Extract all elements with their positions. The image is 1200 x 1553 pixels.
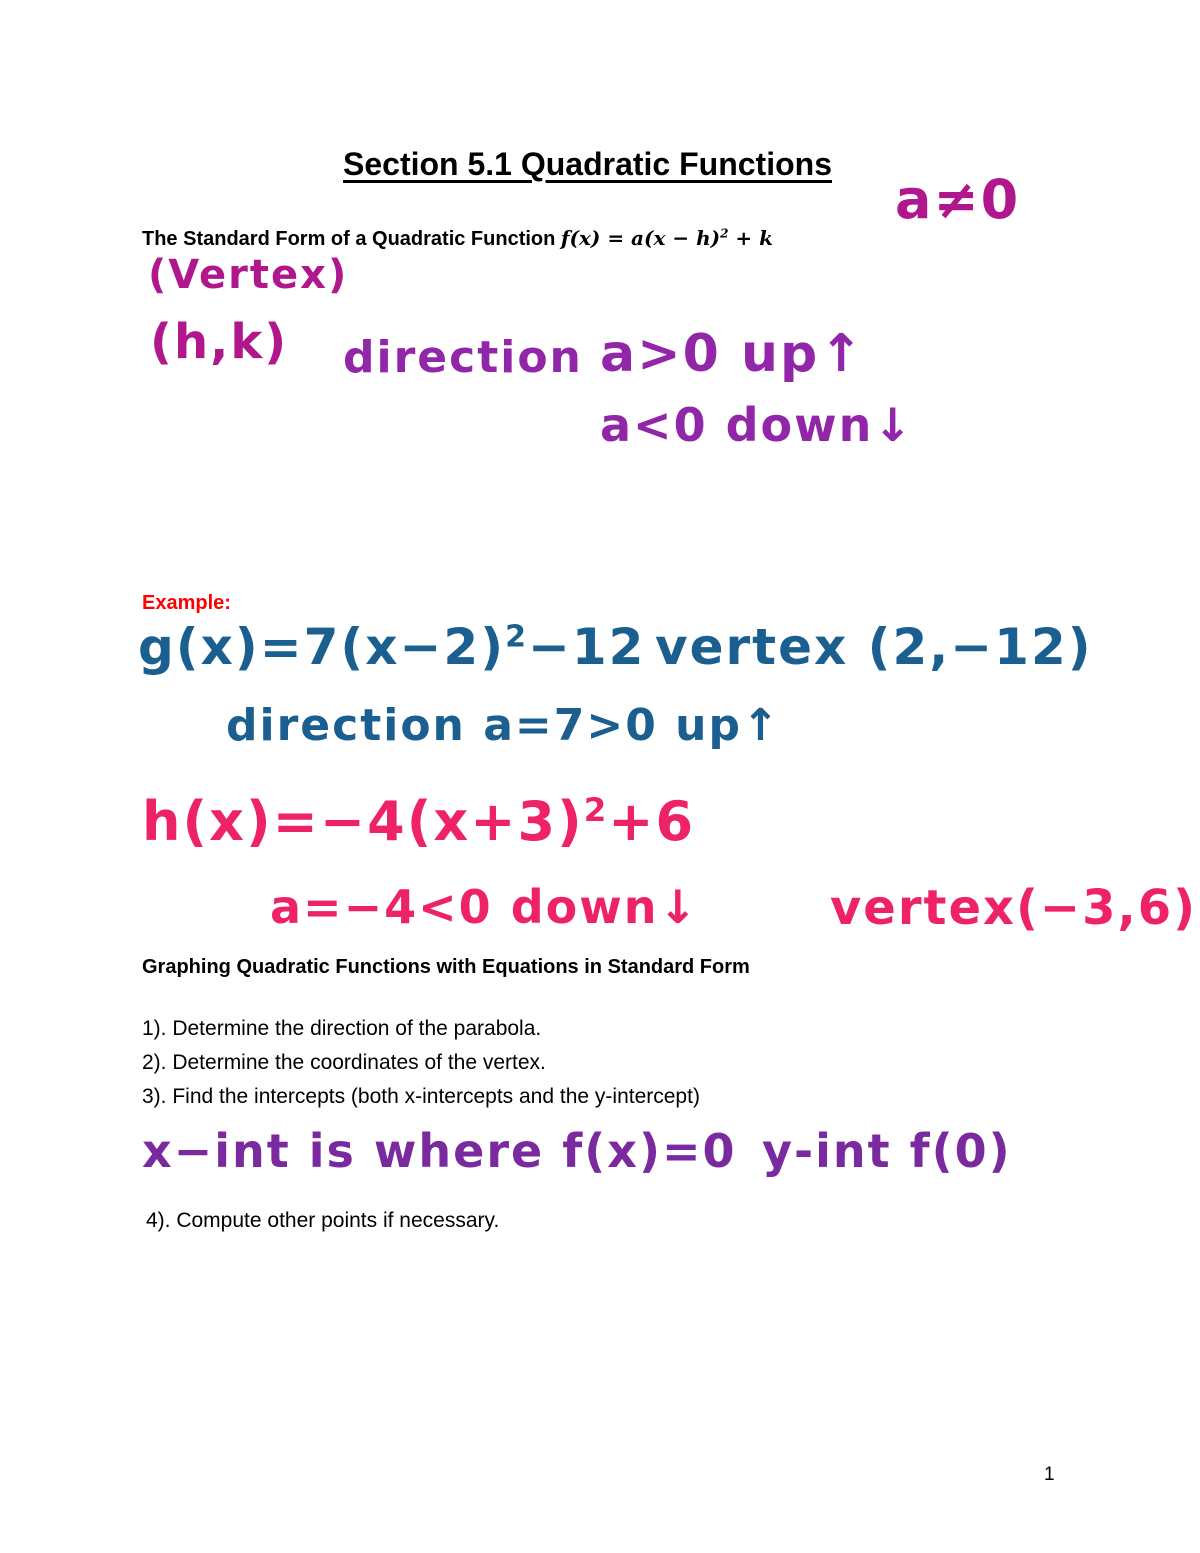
note-a-gt-0: a>0 up↑: [600, 324, 865, 384]
note-h-vertex: vertex(−3,6): [830, 880, 1198, 936]
note-g-vertex: vertex (2,−12): [655, 618, 1093, 676]
note-g-direction: direction a=7>0 up↑: [226, 700, 781, 751]
note-vertex-coords: (h,k): [150, 314, 289, 370]
step-4: 4). Compute other points if necessary.: [146, 1209, 500, 1232]
page-title: Section 5.1 Quadratic Functions: [343, 146, 832, 182]
standard-form-line: [142, 226, 773, 251]
note-x-intercept: x−int is where f(x)=0: [142, 1124, 737, 1178]
step-2: 2). Determine the coordinates of the vertex.: [142, 1051, 546, 1074]
step-1: 1). Determine the direction of the parabola.: [142, 1017, 542, 1040]
note-y-intercept: y-int f(0): [762, 1124, 1012, 1178]
graphing-heading: Graphing Quadratic Functions with Equations in Standard Form: [142, 956, 750, 978]
note-a-not-zero: a≠0: [895, 168, 1021, 231]
down-arrow-icon: ↓: [658, 880, 700, 934]
down-arrow-icon: ↓: [873, 398, 914, 452]
step-3: 3). Find the intercepts (both x-intercepts and the y-intercept): [142, 1085, 700, 1108]
up-arrow-icon: ↑: [819, 324, 865, 384]
example-label: Example:: [142, 592, 231, 614]
standard-form-equation: $f(x) = a(x - h)^2 + k$: [560, 226, 773, 250]
note-vertex-label: (Vertex): [148, 252, 349, 298]
note-h-equation: $h(x)=-4(x+3)^2+6$: [142, 790, 696, 853]
up-arrow-icon: ↑: [741, 700, 781, 751]
standard-form-label: The Standard Form of a Quadratic Function: [142, 228, 556, 250]
note-h-direction: a=−4<0 down↓: [270, 880, 700, 934]
page-number: 1: [1044, 1464, 1055, 1485]
note-g-equation: $g(x)=7(x-2)^2-12$: [138, 618, 646, 676]
note-a-lt-0: a<0 down↓: [600, 398, 914, 452]
note-direction: direction: [343, 332, 583, 383]
